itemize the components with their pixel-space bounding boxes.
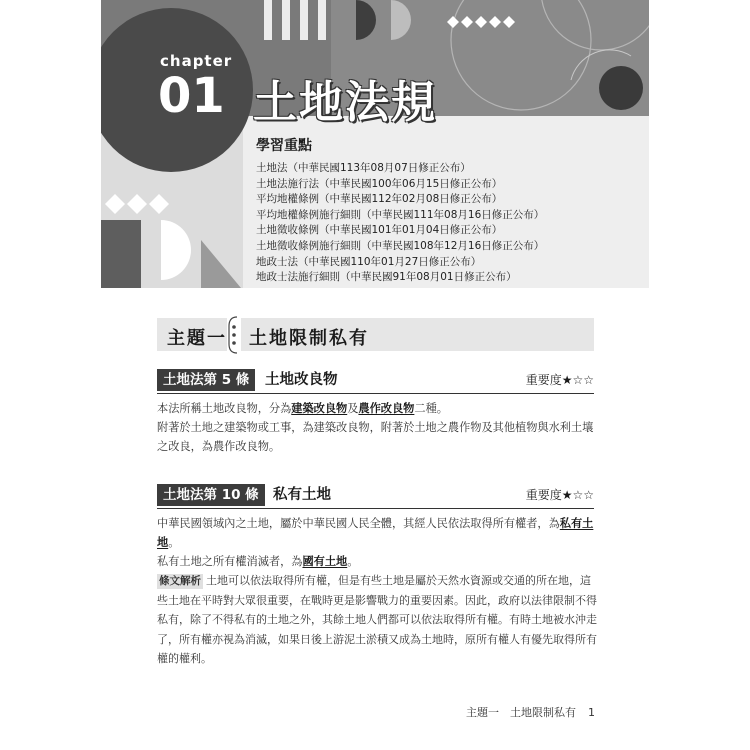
article-title: 私有土地 [273, 487, 331, 503]
article-paragraph [157, 552, 594, 571]
study-points-heading: 學習重點 [256, 138, 312, 154]
keyword: 私有土地 [157, 517, 594, 549]
footer-title: 主題一 土地限制私有 [466, 706, 576, 719]
text-span: 中華民國領域內之土地，屬於中華民國人民全體，其經人民依法取得所有權者，為 [157, 517, 560, 530]
list-item: 土地法施行法（中華民國100年06月15日修正公布） [256, 177, 503, 190]
keyword: 國有土地 [302, 555, 348, 568]
list-item: 地政士法施行細則（中華民國91年08月01日修正公布） [256, 271, 517, 284]
article-paragraph [157, 514, 594, 552]
text-span: 私有土地之所有權消滅者，為 [157, 555, 303, 568]
page-footer [466, 704, 595, 720]
article-title: 土地改良物 [265, 372, 338, 388]
text-span: 。 [168, 536, 180, 549]
study-points [256, 135, 646, 286]
chapter-title: 土地法規 [253, 77, 437, 128]
list-item: 地政士法（中華民國110年01月27日修正公布） [256, 255, 482, 268]
importance-rating: 重要度★☆☆ [525, 373, 594, 387]
article-10 [157, 484, 594, 571]
topic-title: 土地限制私有 [249, 328, 369, 349]
analysis-text: 土地可以依法取得所有權，但是有些土地是屬於天然水資源或交通的所在地，這些土地在平時對大眾很重要，在戰時更是影響戰力的重要因素。因此，政府以法律限制不得私有，除了不得私有的土地之外，其餘土地人們都可以依法取得所有權。有時土地被水沖走了，所有權亦視為消滅，如果日後上游泥土淤積又成為土地時，原所有權人有優先取得所有權的權利。 [157, 574, 597, 665]
text-span: 及 [347, 402, 359, 415]
list-item: 土地徵收條例施行細則（中華民國108年12月16日修正公布） [256, 239, 545, 252]
study-points-list [256, 161, 646, 286]
text-span: 本法所稱土地改良物，分為 [157, 402, 292, 415]
keyword: 農作改良物 [358, 402, 415, 415]
analysis-tag: 條文解析 [159, 575, 201, 587]
topic-number: 主題一 [167, 328, 227, 349]
list-item: 平均地權條例施行細則（中華民國111年08月16日修正公布） [256, 208, 545, 221]
article-paragraph [157, 399, 594, 418]
importance-rating: 重要度★☆☆ [525, 488, 594, 502]
article-header [157, 484, 594, 509]
article-body [157, 514, 594, 571]
article-5 [157, 369, 594, 456]
article-paragraph: 附著於土地之建築物或工事，為建築改良物，附著於土地之農作物及其他植物與水利土壤之改良，為農作改良物。 [157, 421, 594, 453]
page-number: 1 [588, 706, 595, 719]
topic-header [157, 316, 594, 352]
article-body [157, 399, 594, 456]
list-item: 平均地權條例（中華民國112年02月08日修正公布） [256, 193, 503, 206]
chapter-number: 01 [158, 68, 225, 124]
article-header [157, 369, 594, 394]
chapter-label: chapter [160, 52, 233, 70]
article-tag: 土地法第 5 條 [157, 369, 255, 391]
list-item: 土地徵收條例（中華民國101年01月04日修正公布） [256, 224, 503, 237]
chapter-banner [101, 0, 649, 288]
list-item: 土地法（中華民國113年08月07日修正公布） [256, 162, 471, 174]
article-analysis [157, 571, 597, 669]
text-span: 二種。 [414, 402, 448, 415]
keyword: 建築改良物 [291, 402, 348, 415]
article-tag: 土地法第 10 條 [157, 484, 265, 506]
text-span: 。 [347, 555, 359, 568]
